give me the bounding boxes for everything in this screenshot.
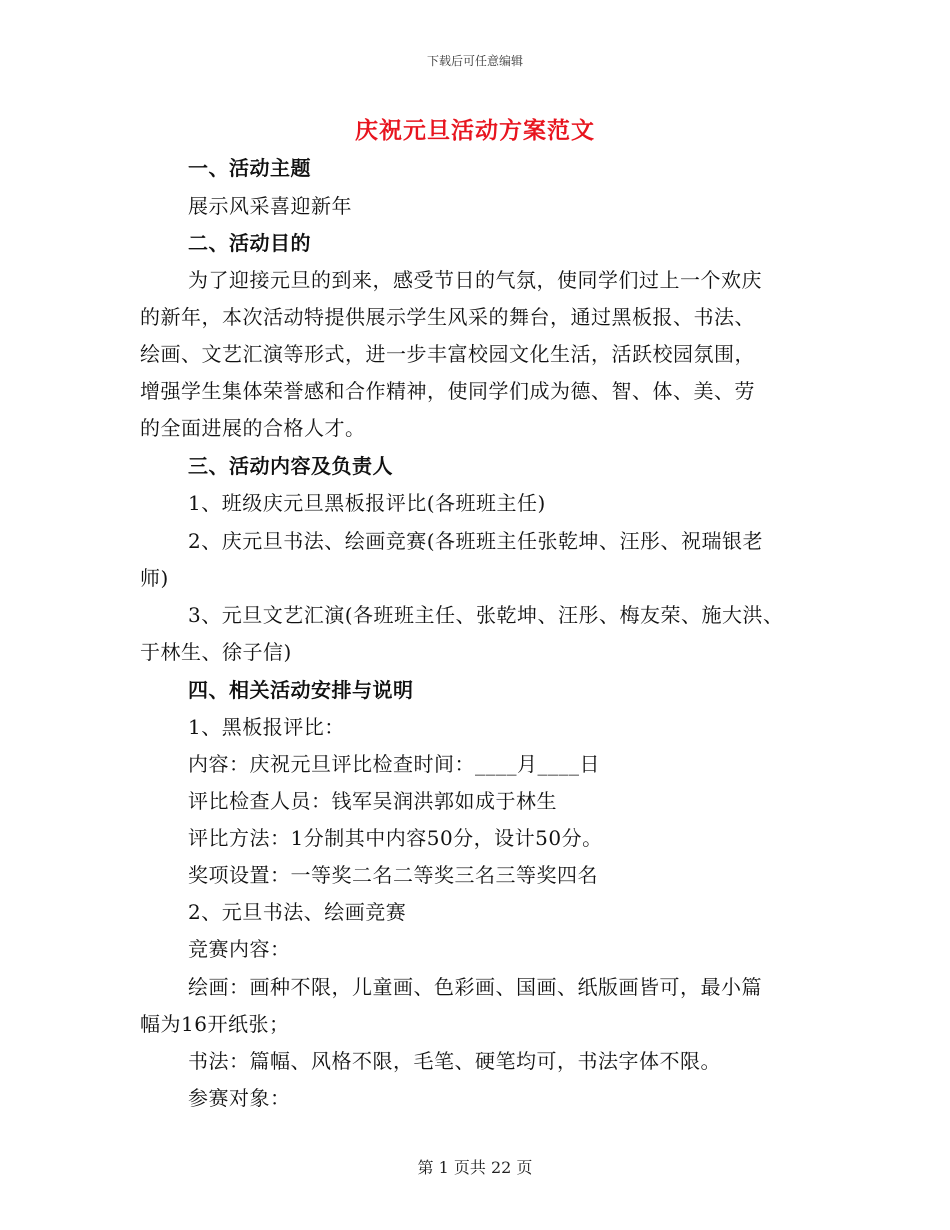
paragraph-line: 增强学生集体荣誉感和合作精神，使同学们成为德、智、体、美、劳: [140, 379, 755, 403]
paragraph-line: 为了迎接元旦的到来，感受节日的气氛，使同学们过上一个欢庆: [188, 268, 762, 292]
paragraph-line: 绘画：画种不限，儿童画、色彩画、国画、纸版画皆可，最小篇: [188, 975, 762, 999]
section-heading-theme: 一、活动主题: [188, 156, 311, 180]
section-heading-purpose: 二、活动目的: [188, 231, 311, 255]
paragraph-line: 的全面进展的合格人才。: [140, 416, 366, 440]
paragraph-line: 书法：篇幅、风格不限，毛笔、硬笔均可，书法字体不限。: [188, 1049, 721, 1073]
paragraph-line: 2、元旦书法、绘画竞赛: [188, 900, 407, 924]
list-item-continuation: 于林生、徐子信): [140, 640, 292, 664]
paragraph-line: 评比方法：1分制其中内容50分，设计50分。: [188, 826, 603, 850]
page-header: 下载后可任意编辑: [426, 54, 523, 68]
list-item-continuation: 师): [140, 566, 169, 590]
paragraph-line: 展示风采喜迎新年: [188, 194, 352, 218]
paragraph-line: 竞赛内容：: [188, 937, 291, 961]
list-item: 2、庆元旦书法、绘画竞赛(各班班主任张乾坤、汪彤、祝瑞银老: [188, 529, 764, 553]
paragraph-line: 幅为16开纸张；: [140, 1012, 290, 1036]
list-item: 1、班级庆元旦黑板报评比(各班班主任): [188, 491, 546, 515]
paragraph-line: 1、黑板报评比：: [188, 715, 345, 739]
section-heading-arrangement: 四、相关活动安排与说明: [188, 678, 414, 702]
paragraph-line: 参赛对象：: [188, 1086, 291, 1110]
page-footer: 第 1 页共 22 页: [417, 1158, 533, 1177]
list-item: 3、元旦文艺汇演(各班班主任、张乾坤、汪彤、梅友荣、施大洪、: [188, 603, 784, 627]
paragraph-line: 奖项设置：一等奖二名二等奖三名三等奖四名: [188, 863, 598, 887]
paragraph-line: 绘画、文艺汇演等形式，进一步丰富校园文化生活，活跃校园氛围，: [140, 342, 755, 366]
document-title: 庆祝元旦活动方案范文: [355, 117, 595, 144]
paragraph-line: 内容：庆祝元旦评比检查时间：____月____日: [188, 752, 600, 776]
paragraph-line: 的新年，本次活动特提供展示学生风采的舞台，通过黑板报、书法、: [140, 305, 755, 329]
section-heading-content: 三、活动内容及负责人: [188, 454, 393, 478]
paragraph-line: 评比检查人员：钱军吴润洪郭如成于林生: [188, 789, 557, 813]
